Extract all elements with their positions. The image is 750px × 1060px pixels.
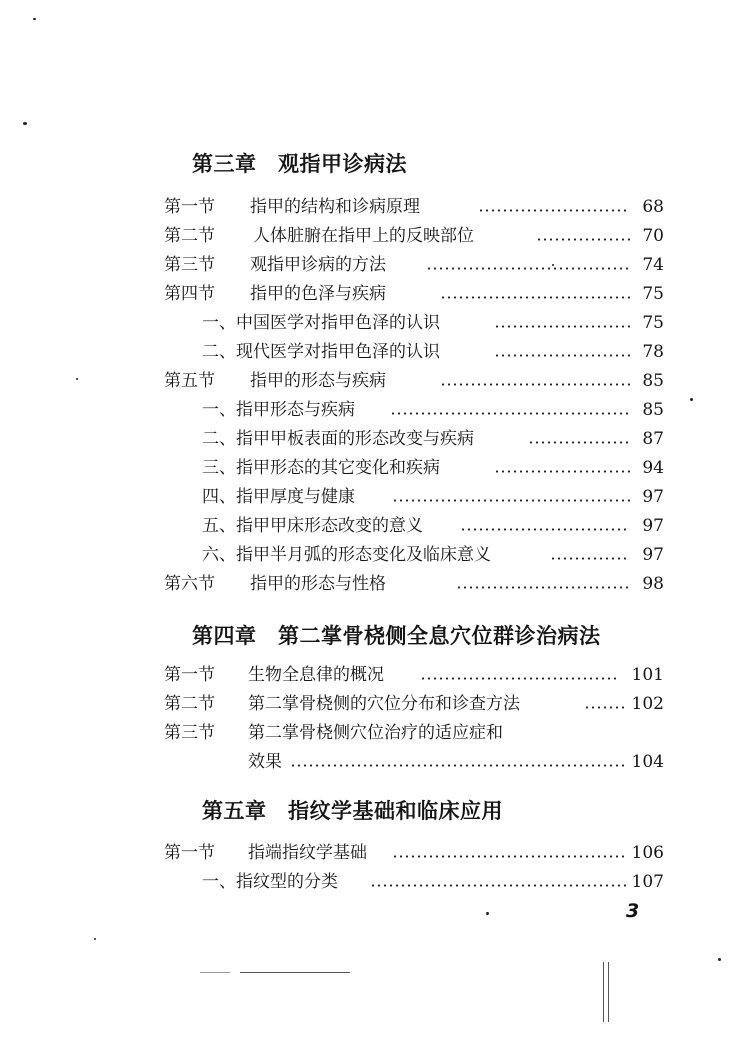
toc-entry	[0, 250, 750, 280]
toc-entry	[0, 308, 750, 338]
chapter-heading: 第三章 观指甲诊病法	[192, 152, 407, 176]
page-ref: 101	[631, 665, 664, 685]
toc-entry	[0, 689, 750, 719]
entry-title: 三、指甲形态的其它变化和疾病	[202, 458, 440, 478]
page-ref: 98	[642, 574, 664, 594]
scan-speck	[94, 938, 96, 940]
page-ref: 97	[642, 545, 664, 565]
toc-entry	[0, 337, 750, 367]
toc-entry	[0, 540, 750, 570]
chapter-heading: 第五章 指纹学基础和临床应用	[202, 799, 503, 823]
leader-dots	[440, 296, 630, 299]
toc-entry	[0, 660, 750, 690]
scan-speck	[33, 18, 36, 20]
leader-dots	[370, 884, 626, 887]
entry-title: 效果	[248, 752, 282, 772]
leader-dots	[420, 677, 620, 680]
entry-title: 二、现代医学对指甲色泽的认识	[202, 342, 440, 362]
entry-title: 一、指甲形态与疾病	[202, 400, 355, 420]
page-ref: 85	[642, 371, 664, 391]
section-label: 第一节	[164, 665, 215, 685]
page-ref: 75	[642, 313, 664, 333]
leader-dots	[440, 383, 630, 386]
page-ref: 74	[642, 255, 664, 275]
toc-entry	[0, 747, 750, 777]
scan-speck	[718, 958, 721, 961]
toc-entry	[0, 453, 750, 483]
leader-dots	[390, 412, 630, 415]
scan-speck	[486, 912, 489, 915]
page-ref: 94	[642, 458, 664, 478]
entry-title: 指端指纹学基础	[248, 843, 367, 863]
page-ref: 70	[642, 226, 664, 246]
entry-title: 第二掌骨桡侧的穴位分布和诊查方法	[248, 694, 520, 714]
scan-line	[240, 972, 350, 973]
scan-speck	[23, 122, 27, 125]
leader-dots	[392, 855, 626, 858]
page-ref: 104	[631, 752, 664, 772]
entry-title: 一、中国医学对指甲色泽的认识	[202, 313, 440, 333]
toc-entry	[0, 511, 750, 541]
section-label: 第六节	[164, 574, 215, 594]
entry-title: 六、指甲半月弧的形态变化及临床意义	[202, 545, 491, 565]
entry-title: 指甲的色泽与疾病	[250, 284, 386, 304]
toc-entry	[0, 838, 750, 868]
toc-entry	[0, 279, 750, 309]
entry-title: 生物全息律的概况	[248, 665, 384, 685]
section-label: 第一节	[164, 197, 215, 217]
page-ref: 78	[642, 342, 664, 362]
page-ref: 68	[642, 197, 664, 217]
section-label: 第三节	[164, 255, 215, 275]
section-label: 第二节	[164, 226, 215, 246]
entry-title: 人体脏腑在指甲上的反映部位	[253, 226, 474, 246]
page-ref: 85	[642, 400, 664, 420]
entry-title: 指甲的形态与疾病	[250, 371, 386, 391]
section-label: 第一节	[164, 843, 215, 863]
toc-entry	[0, 221, 750, 251]
scan-line	[608, 962, 609, 1022]
entry-title: 指甲的形态与性格	[250, 574, 386, 594]
entry-title: 观指甲诊病的方法	[250, 255, 386, 275]
entry-title: 四、指甲厚度与健康	[202, 487, 355, 507]
section-label: 第二节	[164, 694, 215, 714]
section-label: 第三节	[164, 723, 215, 743]
toc-entry	[0, 482, 750, 512]
toc-entry	[0, 867, 750, 897]
entry-title: 二、指甲甲板表面的形态改变与疾病	[202, 429, 474, 449]
scan-line	[200, 972, 230, 973]
page-ref: 75	[642, 284, 664, 304]
page-number: 3	[626, 900, 640, 922]
scan-speck	[552, 264, 554, 266]
entry-title: 第二掌骨桡侧穴位治疗的适应症和	[248, 723, 503, 743]
toc-entry	[0, 192, 750, 222]
scan-speck	[76, 378, 78, 380]
page-ref: 106	[631, 843, 664, 863]
scan-line	[603, 962, 604, 1022]
toc-entry	[0, 424, 750, 454]
page-ref: 87	[642, 429, 664, 449]
leader-dots	[290, 764, 626, 767]
toc-entry	[0, 366, 750, 396]
toc-entry	[0, 718, 750, 748]
page-ref: 97	[642, 516, 664, 536]
leader-dots	[426, 267, 630, 270]
entry-title: 五、指甲甲床形态改变的意义	[202, 516, 423, 536]
scan-speck	[690, 398, 693, 401]
entry-title: 指甲的结构和诊病原理	[250, 197, 420, 217]
toc-entry	[0, 395, 750, 425]
entry-title: 一、指纹型的分类	[202, 872, 338, 892]
page-ref: 97	[642, 487, 664, 507]
chapter-heading: 第四章 第二掌骨桡侧全息穴位群诊治病法	[192, 624, 601, 648]
leader-dots	[392, 499, 630, 502]
page-ref: 107	[631, 872, 664, 892]
toc-entry	[0, 569, 750, 599]
section-label: 第五节	[164, 371, 215, 391]
page-ref: 102	[631, 694, 664, 714]
section-label: 第四节	[164, 284, 215, 304]
